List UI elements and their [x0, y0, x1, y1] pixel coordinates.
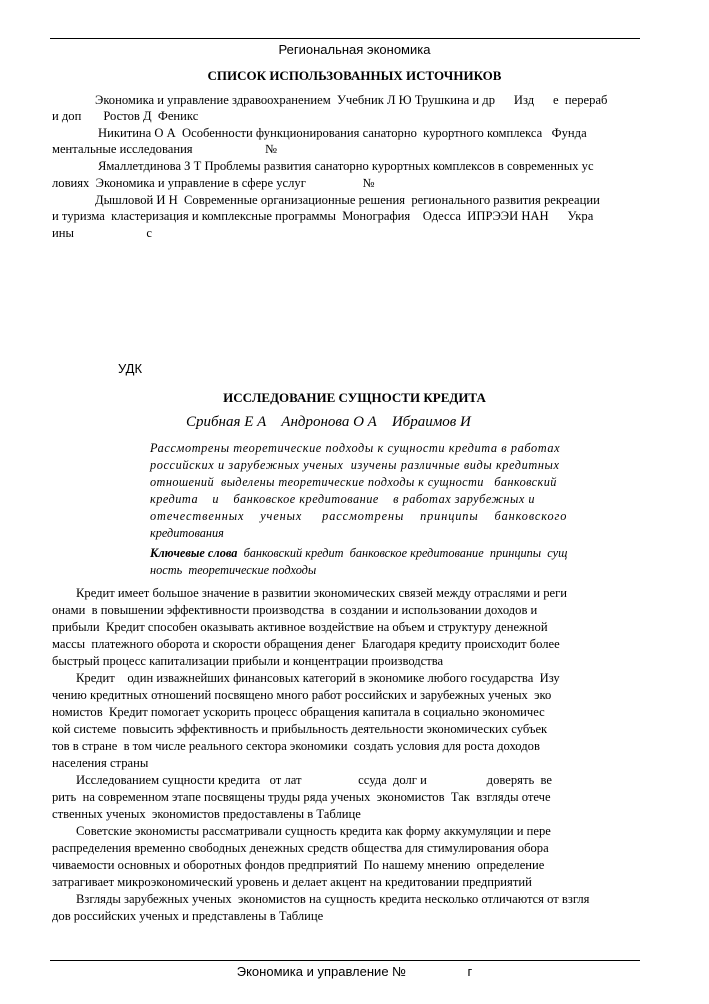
keywords-line [150, 546, 567, 561]
keywords-list: банковский кредит банковское кредитование принципы сущ [237, 546, 568, 560]
footer-rule [50, 960, 640, 961]
references-title: СПИСОК ИСПОЛЬЗОВАННЫХ ИСТОЧНИКОВ [207, 68, 502, 83]
body-line: рить на современном этапе посвящены труды ряда ученых экономистов Так взгляды отече [52, 790, 551, 804]
body-line: дов российских ученых и представлены в Таблице [52, 909, 324, 923]
reference-line: ментальные исследования № [52, 142, 278, 156]
reference-line: Экономика и управление здравоохранением Учебник Л Ю Трушкина и др Изд е перераб [95, 93, 608, 107]
running-header: Региональная экономика [278, 42, 431, 57]
body-line: быстрый процесс капитализации прибыли и концентрации производства [52, 654, 444, 668]
body-line: Кредит один изважнейших финансовых категорий в экономике любого государства Изу [76, 671, 560, 685]
reference-line: и доп Ростов Д Феникс [52, 109, 199, 123]
reference-line: Дышловой И Н Современные организационные решения регионального развития рекреации [95, 193, 600, 207]
reference-line: и туризма кластеризация и комплексные программы Монография Одесса ИПРЭЭИ НАН Укра [52, 209, 594, 223]
body-line: онами в повышении эффективности производства в создании и использовании доходов и [52, 603, 538, 617]
body-line: номистов Кредит помогает ускорить процесс обращения капитала в социально экономичес [52, 705, 545, 719]
reference-line: Никитина О А Особенности функционирования санаторно курортного комплекса Фунда [98, 126, 587, 140]
body-line: населения страны [52, 756, 149, 770]
reference-line: ины с [52, 226, 152, 240]
article-title: ИССЛЕДОВАНИЕ СУЩНОСТИ КРЕДИТА [223, 390, 486, 405]
header-rule [50, 38, 640, 39]
body-line: Взгляды зарубежных ученых экономистов на сущность кредита несколько отличаются от взгля [76, 892, 590, 906]
keywords-line: ность теоретические подходы [150, 563, 317, 577]
body-line: Исследованием сущности кредита от лат ссуда долг и доверять ве [76, 773, 552, 787]
udk-label: УДК [118, 361, 143, 376]
reference-line: ловиях Экономика и управление в сфере услуг № [52, 176, 375, 190]
running-footer: Экономика и управление № г [236, 964, 473, 979]
body-line: распределения временно свободных денежных средств общества для стимулирования обора [52, 841, 549, 855]
body-line: ственных ученых экономистов предоставлены в Таблице [52, 807, 361, 821]
body-line: кой системе повысить эффективность и прибыльность деятельности экономических субъек [52, 722, 548, 736]
body-line: Советские экономисты рассматривали сущность кредита как форму аккумуляции и пере [76, 824, 551, 838]
abstract-line: кредитования [150, 526, 224, 540]
abstract-line: кредита и банковское кредитование в работах зарубежных и [150, 492, 536, 506]
reference-line: Ямаллетдинова З Т Проблемы развития санаторно курортных комплексов в современных ус [98, 159, 594, 173]
body-line: чиваемости основных и оборотных фондов предприятий По нашему мнению определение [52, 858, 545, 872]
body-line: тов в стране в том числе реального сектора экономики создать условия для роста доходов [52, 739, 540, 753]
keywords-label: Ключевые слова [150, 546, 238, 560]
abstract-line: отношений выделены теоретические подходы к сущности банковский [150, 475, 557, 489]
body-line: Кредит имеет большое значение в развитии экономических связей между отраслями и реги [76, 586, 568, 600]
body-line: затрагивает микроэкономический уровень и делает акцент на кредитовании предприятий [52, 875, 532, 889]
body-line: массы платежного оборота и скорости обращения денег Благодаря кредиту происходит более [52, 637, 560, 651]
abstract-line: российских и зарубежных ученых изучены различные виды кредитных [150, 458, 560, 472]
body-line: чению кредитных отношений посвящено много работ российских и зарубежных ученых эко [52, 688, 552, 702]
body-line: прибыли Кредит способен оказывать активное воздействие на объем и структуру денежной [52, 620, 548, 634]
abstract-line: отечественных ученых рассмотрены принципы банковского [150, 509, 568, 523]
abstract-line: Рассмотрены теоретические подходы к сущности кредита в работах [150, 441, 561, 455]
article-authors: Срибная Е А Андронова О А Ибраимов И [186, 414, 471, 430]
